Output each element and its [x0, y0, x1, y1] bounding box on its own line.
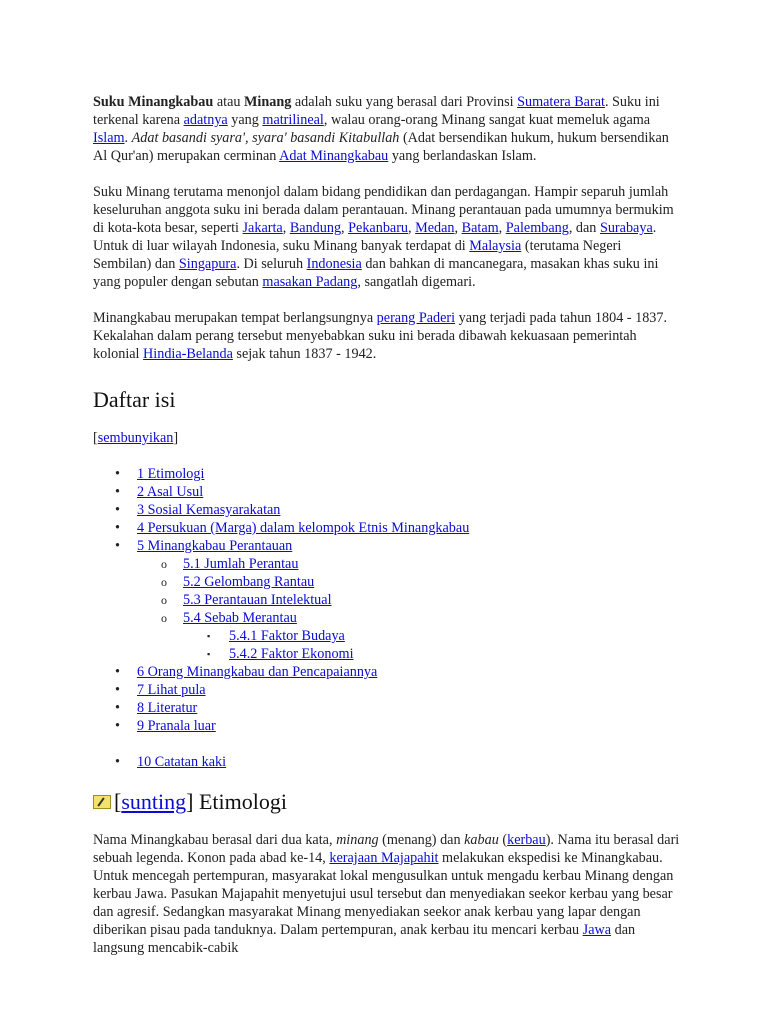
toc-link-pencapaian[interactable]: 6 Orang Minangkabau dan Pencapaiannya — [137, 664, 378, 680]
link-masakan-padang[interactable]: masakan Padang — [262, 274, 358, 290]
toc-link-etimologi[interactable]: 1 Etimologi — [137, 466, 205, 482]
text: , — [498, 220, 506, 236]
text: ( — [498, 832, 508, 848]
link-kerajaan-majapahit[interactable]: kerajaan Majapahit — [329, 850, 439, 866]
toc-link-literatur[interactable]: 8 Literatur — [137, 700, 198, 716]
etimologi-paragraph — [93, 831, 683, 957]
toc-item — [93, 699, 683, 717]
toc-item — [93, 717, 683, 735]
bracket: [ — [93, 430, 98, 446]
toc-link-pranala-luar[interactable]: 9 Pranala luar — [137, 718, 216, 734]
circle-bullet-icon: o — [161, 593, 167, 607]
text: Minangkabau merupakan tempat berlangsungnya — [93, 310, 377, 326]
toc-item — [137, 609, 683, 663]
link-islam[interactable]: Islam — [93, 130, 125, 146]
bullet-icon: • — [115, 700, 120, 716]
circle-bullet-icon: o — [161, 611, 167, 625]
toc-title: Daftar isi — [93, 387, 176, 412]
text: dan langsung mencabik-cabik — [93, 922, 636, 956]
text: , sangatlah digemari. — [357, 274, 476, 290]
bullet-icon: • — [115, 718, 120, 734]
bullet-icon: • — [115, 520, 120, 536]
italic-motto: Adat basandi syara', syara' basandi Kitabullah — [131, 130, 400, 146]
text: (menang) dan — [378, 832, 465, 848]
link-singapura[interactable]: Singapura — [178, 256, 237, 272]
link-jawa[interactable]: Jawa — [582, 922, 612, 938]
toc-link-gelombang-rantau[interactable]: 5.2 Gelombang Rantau — [183, 574, 315, 590]
text: , walau orang-orang Minang sangat kuat memeluk agama — [323, 112, 651, 128]
text: , dan — [568, 220, 600, 236]
bullet-icon: • — [115, 754, 120, 770]
link-adat-minangkabau[interactable]: Adat Minangkabau — [279, 148, 389, 164]
bullet-icon: • — [115, 682, 120, 698]
toc-item — [93, 537, 683, 663]
link-batam[interactable]: Batam — [461, 220, 499, 236]
bullet-icon: • — [115, 466, 120, 482]
italic-term: kabau — [464, 832, 499, 848]
toc-sublist — [183, 627, 683, 663]
text: . — [124, 130, 132, 146]
toc-link-jumlah-perantau[interactable]: 5.1 Jumlah Perantau — [183, 556, 299, 572]
intro-paragraph-2 — [93, 183, 683, 291]
toc-link-faktor-budaya[interactable]: 5.4.1 Faktor Budaya — [229, 628, 345, 644]
text: (terutama Negeri Sembilan) dan — [93, 238, 622, 272]
link-indonesia[interactable]: Indonesia — [306, 256, 362, 272]
toc-item — [93, 681, 683, 699]
circle-bullet-icon: o — [161, 557, 167, 571]
edit-section-link[interactable]: sunting — [121, 789, 187, 814]
link-kerbau[interactable]: kerbau — [507, 832, 546, 848]
text: adalah suku yang berasal dari Provinsi — [291, 94, 518, 110]
text: . Untuk di luar wilayah Indonesia, suku Minang banyak terdapat di — [93, 220, 657, 254]
bullet-icon: • — [115, 538, 120, 554]
toc-item — [137, 573, 683, 591]
link-sumatera-barat[interactable]: Sumatera Barat — [517, 94, 605, 110]
article — [93, 93, 683, 957]
toc-sublist — [137, 555, 683, 663]
square-bullet-icon: ▪ — [207, 649, 211, 659]
square-bullet-icon: ▪ — [207, 631, 211, 641]
section-heading-etimologi — [93, 785, 683, 819]
text: . Di seluruh — [236, 256, 307, 272]
text: atau — [213, 94, 245, 110]
intro-paragraph-1 — [93, 93, 683, 165]
link-perang-paderi[interactable]: perang Paderi — [376, 310, 456, 326]
link-adatnya[interactable]: adatnya — [183, 112, 228, 128]
link-bandung[interactable]: Bandung — [289, 220, 342, 236]
link-malaysia[interactable]: Malaysia — [469, 238, 522, 254]
text: . Suku ini terkenal karena — [93, 94, 660, 128]
toc-list — [93, 465, 683, 735]
toc-item — [93, 519, 683, 537]
toc-link-faktor-ekonomi[interactable]: 5.4.2 Faktor Ekonomi — [229, 646, 354, 662]
link-medan[interactable]: Medan — [415, 220, 455, 236]
toc-link-lihat-pula[interactable]: 7 Lihat pula — [137, 682, 206, 698]
text: yang — [227, 112, 263, 128]
section-title: ] Etimologi — [186, 789, 287, 814]
text: , — [282, 220, 290, 236]
toc-list-2 — [93, 753, 683, 771]
toc-item — [93, 483, 683, 501]
toc-item — [137, 555, 683, 573]
link-matrilineal[interactable]: matrilineal — [262, 112, 324, 128]
toc-link-persukuan[interactable]: 4 Persukuan (Marga) dalam kelompok Etnis Minangkabau — [137, 520, 470, 536]
toc-item — [93, 663, 683, 681]
toc-link-perantauan[interactable]: 5 Minangkabau Perantauan — [137, 538, 293, 554]
text: Nama Minangkabau berasal dari dua kata, — [93, 832, 337, 848]
toc-item — [93, 753, 683, 771]
text: melakukan ekspedisi ke Minangkabau. Untuk mencegah pertempuran, masyarakat lokal mengusulkan untuk mengadu kerbau Minang dengan kerbau Jawa. Pasukan Majapahit menyetujui usul tersebut dan menyediakan seekor kerbau yang besar dan agresif. Sedangkan masyarakat Minang menyediakan seekor anak kerbau yang lapar dengan diberikan pisau pada tanduknya. Dalam pertempuran, anak kerbau itu mencari kerbau — [93, 850, 674, 938]
text: ). Nama itu berasal dari sebuah legenda. Konon pada abad ke-14, — [93, 832, 680, 866]
text: dan bahkan di mancanegara, masakan khas suku ini yang populer dengan sebutan — [93, 256, 659, 290]
bullet-icon: • — [115, 664, 120, 680]
text: yang terjadi pada tahun 1804 - 1837. Kekalahan dalam perang tersebut menyebabkan suku ini berada dibawah kekuasaan pemerintah kolonial — [93, 310, 668, 362]
toc-link-perantauan-intelektual[interactable]: 5.3 Perantauan Intelektual — [183, 592, 332, 608]
bracket: [ — [114, 789, 122, 814]
link-palembang[interactable]: Palembang — [505, 220, 569, 236]
link-hindia-belanda[interactable]: Hindia-Belanda — [143, 346, 233, 362]
toc-link-sebab-merantau[interactable]: 5.4 Sebab Merantau — [183, 610, 297, 626]
bold-term: Suku Minangkabau — [93, 94, 214, 110]
italic-term: minang — [336, 832, 379, 848]
pencil-edit-icon[interactable] — [93, 795, 111, 809]
link-pekanbaru[interactable]: Pekanbaru — [348, 220, 409, 236]
text: (Adat bersendikan hukum, hukum bersendikan Al Qur'an) merupakan cerminan — [93, 130, 669, 164]
toc-link-sosial[interactable]: 3 Sosial Kemasyarakatan — [137, 502, 281, 518]
toc-item — [183, 645, 683, 663]
text: Suku Minang terutama menonjol dalam bidang pendidikan dan perdagangan. Hampir separuh jumlah keseluruhan anggota suku ini berada dalam perantauan. Minang perantauan pada umumnya bermukim di kota-kota besar, seperti — [93, 184, 674, 236]
toc-item — [93, 465, 683, 483]
toc-link-asal-usul[interactable]: 2 Asal Usul — [137, 484, 204, 500]
bracket: ] — [173, 430, 179, 446]
toc-hide-link[interactable]: sembunyikan — [97, 430, 174, 446]
toc-toggle — [93, 429, 683, 447]
toc-item — [137, 591, 683, 609]
text: yang berlandaskan Islam. — [388, 148, 537, 164]
circle-bullet-icon: o — [161, 575, 167, 589]
link-jakarta[interactable]: Jakarta — [242, 220, 283, 236]
intro-paragraph-3 — [93, 309, 683, 363]
bullet-icon: • — [115, 502, 120, 518]
text: , — [341, 220, 349, 236]
toc-item — [183, 627, 683, 645]
toc-item — [93, 501, 683, 519]
text: , — [454, 220, 462, 236]
text: sejak tahun 1837 - 1942. — [232, 346, 377, 362]
bold-term: Minang — [244, 94, 292, 110]
link-surabaya[interactable]: Surabaya — [599, 220, 653, 236]
text: , — [408, 220, 416, 236]
toc-link-catatan-kaki[interactable]: 10 Catatan kaki — [137, 754, 227, 770]
bullet-icon: • — [115, 484, 120, 500]
